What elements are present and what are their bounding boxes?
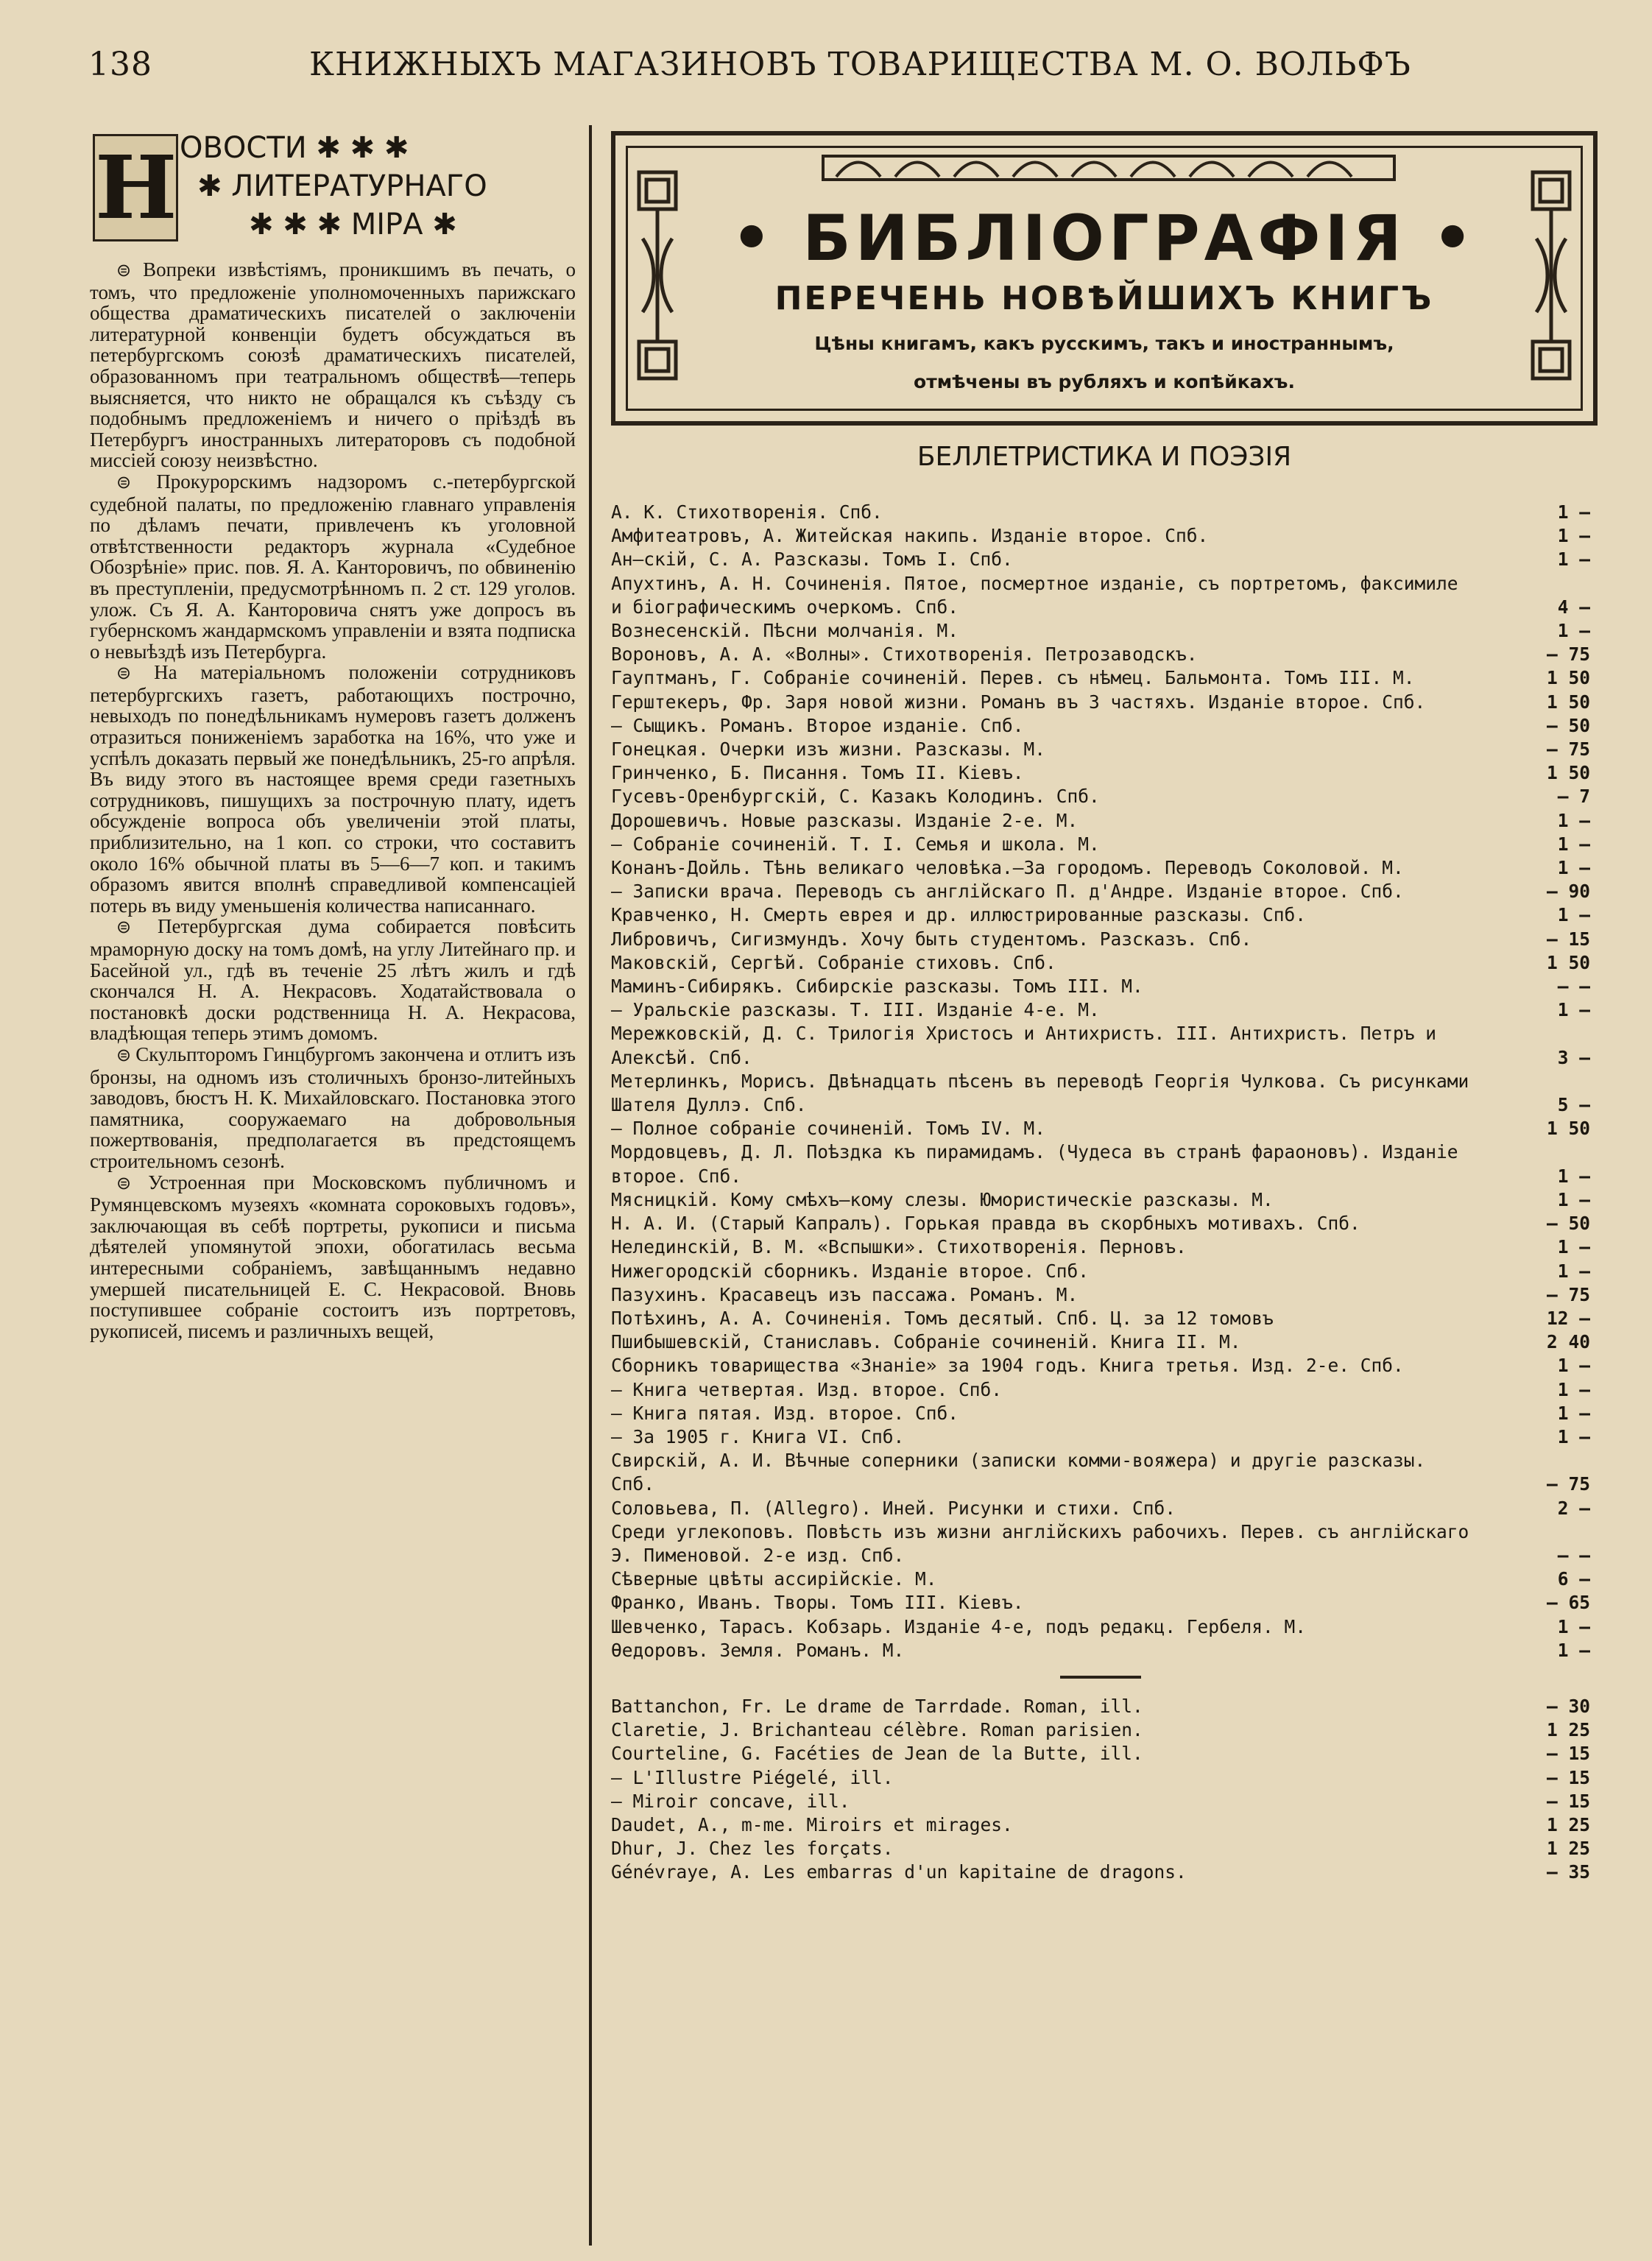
book-entry: [611, 548, 1590, 571]
book-entry-price: 1 50: [1546, 691, 1590, 713]
book-entry: [611, 666, 1590, 690]
book-entry-text: Н. А. И. (Старый Капралъ). Горькая правда въ скорбныхъ мотивахъ. Спб.: [611, 1213, 1360, 1235]
book-entry-price: — 15: [1546, 1766, 1590, 1788]
book-entry-text: Конанъ-Дойль. Тѣнь великаго человѣка.—За городомъ. Переводъ Соколовой. М.: [611, 857, 1404, 879]
page-number: 138: [88, 46, 152, 83]
banner-note-line1: Цѣны книгамъ, какъ русскимъ, такъ и иностраннымъ,: [814, 333, 1394, 354]
book-entry-price: 1 —: [1557, 1236, 1590, 1258]
book-entry-text: Маковскій, Сергѣй. Собраніе стиховъ. Спб.: [611, 951, 1056, 973]
paragraph-mark-icon: ⊜: [116, 261, 144, 281]
book-entry: [611, 998, 1590, 1022]
book-entry-price: 1 25: [1546, 1813, 1590, 1835]
book-entry-text: Либровичъ, Сигизмундъ. Хочу быть студентомъ. Разсказъ. Спб.: [611, 928, 1252, 950]
book-entry-price: 1 25: [1546, 1719, 1590, 1741]
book-entry: [611, 1140, 1590, 1188]
book-entry-price: 1 —: [1557, 1378, 1590, 1400]
book-entry: [611, 903, 1590, 927]
book-entry-price: 1 —: [1557, 1260, 1590, 1282]
book-entry: [611, 501, 1590, 524]
book-entry-price: — 30: [1546, 1695, 1590, 1717]
banner-note-line2: отмѣчены въ рубляхъ и копѣйкахъ.: [914, 371, 1295, 392]
book-entry-text: — Уральскіе разсказы. Т. III. Изданіе 4-е. М.: [611, 999, 1100, 1021]
book-entry: [611, 856, 1590, 880]
book-entry: [611, 1070, 1590, 1117]
book-entry: [611, 1402, 1590, 1425]
book-entry-price: — 75: [1546, 643, 1590, 666]
book-entry: [611, 524, 1590, 548]
book-entry-text: Маминъ-Сибирякъ. Сибирскіе разсказы. Томъ III. М.: [611, 976, 1143, 998]
book-entry: [611, 714, 1590, 738]
section-divider: [1060, 1676, 1141, 1679]
decorative-initial: Н: [93, 134, 178, 241]
banner-subtitle: ПЕРЕЧЕНЬ НОВѢЙШИХЪ КНИГЪ: [774, 280, 1434, 317]
column-rule: [589, 125, 592, 2246]
book-entry-text: — Книга четвертая. Изд. второе. Спб.: [611, 1378, 1003, 1400]
book-entry-text: Сѣверные цвѣты ассирійскіе. М.: [611, 1568, 937, 1590]
book-entry: [611, 738, 1590, 761]
book-entry-price: — 75: [1546, 1283, 1590, 1305]
book-entry-text: Потѣхинъ, А. А. Сочиненія. Томъ десятый. Спб. Ц. за 12 томовъ: [611, 1307, 1274, 1329]
book-entry-price: — 7: [1557, 786, 1590, 808]
book-entry-text: Соловьева, П. (Allegro). Иней. Рисунки и стихи. Спб.: [611, 1497, 1176, 1519]
book-entry-price: 1 —: [1557, 501, 1590, 523]
book-entry-price: 1 —: [1557, 1639, 1590, 1661]
book-entry-price: — 65: [1546, 1592, 1590, 1614]
news-paragraph: ⊜ Устроенная при Московскомъ публичномъ и Румянцевскомъ музеяхъ «комната сороковыхъ годовъ», заключающая въ себѣ портреты, рукописи и письма дѣятелей упомянутой эпохи, обогатилась весьма интересными собраніемъ, завѣщаннымъ недавно умершей писательницей Е. С. Некрасовой. Вновь поступившее собраніе состоитъ изъ портретовъ, рукописей, писемъ и различныхъ вещей,: [90, 1171, 576, 1342]
book-entry-text: — За 1905 г. Книга VI. Спб.: [611, 1425, 905, 1447]
book-entry-price: 1 50: [1546, 762, 1590, 784]
book-entry-text: Сборникъ товарищества «Знаніе» за 1904 годъ. Книга третья. Изд. 2-е. Спб.: [611, 1355, 1404, 1377]
book-entry-text: Daudet, A., m-me. Miroirs et mirages.: [611, 1813, 1013, 1835]
book-entry-text: Амфитеатровъ, А. Житейская накипь. Изданіе второе. Спб.: [611, 525, 1209, 547]
book-entry: [611, 1235, 1590, 1259]
book-entry-text: А. К. Стихотворенія. Спб.: [611, 501, 883, 523]
news-column: [90, 259, 576, 1341]
book-entry: [611, 1639, 1590, 1662]
book-entry-text: — Miroir concave, ill.: [611, 1790, 850, 1812]
book-entry-text: Метерлинкъ, Морисъ. Двѣнадцать пѣсенъ въ переводѣ Георгія Чулкова. Съ рисунками Шателя Дуллэ. Спб.: [611, 1070, 1469, 1116]
book-entry-price: — 90: [1546, 881, 1590, 903]
book-entry-price: 1 —: [1557, 549, 1590, 571]
book-entry-text: Гринченко, Б. Писання. Томъ II. Кіевъ.: [611, 762, 1024, 784]
book-entry-text: Courteline, G. Facéties de Jean de la Butte, ill.: [611, 1743, 1143, 1765]
book-entry-price: 1 —: [1557, 1355, 1590, 1377]
book-entry-price: — —: [1557, 976, 1590, 998]
book-entry: [611, 785, 1590, 808]
paragraph-mark-icon: ⊜: [116, 1174, 149, 1193]
news-paragraph: ⊜ Скульпторомъ Гинцбургомъ закончена и отлитъ изъ бронзы, на одномъ изъ столичныхъ бронзо-литейныхъ заводовъ, бюстъ Н. К. Михайловскаго. Постановка этого памятника, сооружаемаго на добровольныя пожертвованія, предполагается въ предстоящемъ строительномъ сезонѣ.: [90, 1043, 576, 1172]
book-entry-price: 3 —: [1557, 1046, 1590, 1068]
book-entry-price: 1 50: [1546, 667, 1590, 689]
book-entry-text: Пазухинъ. Красавецъ изъ пассажа. Романъ. М.: [611, 1283, 1079, 1305]
book-entry-price: 1 —: [1557, 904, 1590, 926]
book-entry-text: Battanchon, Fr. Le drame de Tarrdade. Roman, ill.: [611, 1695, 1143, 1717]
book-entry: [611, 1718, 1590, 1742]
book-entry: [611, 1766, 1590, 1790]
book-entry-price: 1 —: [1557, 833, 1590, 855]
book-entry: [611, 572, 1590, 619]
banner-title: • БИБЛІОГРАФІЯ •: [731, 202, 1478, 275]
book-entry-price: 1 —: [1557, 857, 1590, 879]
book-entry: [611, 691, 1590, 714]
paragraph-mark-icon: ⊜: [116, 664, 155, 684]
running-title: КНИЖНЫХЪ МАГАЗИНОВЪ ТОВАРИЩЕСТВА М. О. ВОЛЬФЪ: [309, 46, 1411, 83]
book-entry-text: Вороновъ, А. А. «Волны». Стихотворенія. Петрозаводскъ.: [611, 643, 1198, 666]
book-entry-price: 1 —: [1557, 1188, 1590, 1210]
book-entry-price: — 50: [1546, 1213, 1590, 1235]
book-entry: [611, 1742, 1590, 1766]
book-entry-text: — Сыщикъ. Романъ. Второе изданіе. Спб.: [611, 714, 1024, 736]
book-entry-text: — Собраніе сочиненій. Т. I. Семья и школа. М.: [611, 833, 1100, 855]
book-entry-price: 1 25: [1546, 1838, 1590, 1860]
book-entry-price: 1 50: [1546, 1118, 1590, 1140]
book-entry-price: — 50: [1546, 714, 1590, 736]
section-title: БЕЛЛЕТРИСТИКА И ПОЭЗІЯ: [917, 442, 1292, 472]
book-entry: [611, 1307, 1590, 1330]
book-entry-text: Герштекеръ, Фр. Заря новой жизни. Романъ въ 3 частяхъ. Изданіе второе. Спб.: [611, 691, 1426, 713]
book-entry: [611, 1283, 1590, 1307]
book-entry-text: Гусевъ-Оренбургскій, С. Казакъ Колодинъ. Спб.: [611, 786, 1100, 808]
book-entry-text: — L'Illustre Piégelé, ill.: [611, 1766, 894, 1788]
book-entry: [611, 761, 1590, 785]
book-entry: [611, 1790, 1590, 1813]
book-entry-text: Гонецкая. Очерки изъ жизни. Разсказы. М.: [611, 738, 1046, 761]
bibliography-banner: [611, 131, 1598, 426]
book-entry-price: — 75: [1546, 738, 1590, 761]
book-entry-price: 1 —: [1557, 1425, 1590, 1447]
book-entry-text: Вознесенскій. Пѣсни молчанія. М.: [611, 620, 959, 642]
book-entry-text: — Полное собраніе сочиненій. Томъ IV. М.: [611, 1118, 1046, 1140]
book-entry-text: Пшибышевскій, Станиславъ. Собраніе сочиненій. Книга II. М.: [611, 1331, 1241, 1353]
book-entry: [611, 1425, 1590, 1449]
book-entry-text: Dhur, J. Chez les forçats.: [611, 1838, 894, 1860]
paragraph-mark-icon: ⊜: [116, 473, 157, 493]
book-entry: [611, 880, 1590, 903]
book-entry-price: 1 —: [1557, 620, 1590, 642]
book-entry-price: 1 —: [1557, 1615, 1590, 1637]
book-entry-text: Ан—скій, С. А. Разсказы. Томъ I. Спб.: [611, 549, 1013, 571]
book-entry-text: Нижегородскій сборникъ. Изданіе второе. Спб.: [611, 1260, 1090, 1282]
book-entry: [611, 643, 1590, 666]
news-paragraph: ⊜ Вопреки извѣстіямъ, проникшимъ въ печать, о томъ, что предложеніе уполномоченныхъ парижскаго общества драматическихъ писателей о заключеніи литературной конвенціи будетъ обсуждаться въ петербургскомъ союзѣ драматическихъ писателей, образованномъ при театральномъ обществѣ—теперь выясняется, что никто не обращался къ съѣзду съ подобнымъ предложеніемъ и ничего о пріѣздѣ въ Петербургъ иностранныхъ литераторовъ съ подобной миссіей союзу неизвѣстно.: [90, 258, 576, 472]
book-entry: [611, 975, 1590, 998]
book-entry: [611, 928, 1590, 951]
ornament-top-icon: [822, 155, 1396, 181]
paragraph-mark-icon: ⊜: [116, 1045, 136, 1065]
book-entry-text: — Книга пятая. Изд. второе. Спб.: [611, 1402, 959, 1424]
news-heading-line1: ОВОСТИ ✱ ✱ ✱: [180, 131, 409, 165]
book-entry-price: — 15: [1546, 928, 1590, 950]
book-entry-price: 1 —: [1557, 809, 1590, 831]
book-entry: [611, 1520, 1590, 1567]
book-entry-text: Ѳедоровъ. Земля. Романъ. М.: [611, 1639, 905, 1661]
news-heading: [87, 131, 573, 249]
paragraph-mark-icon: ⊜: [116, 918, 158, 938]
book-entry-price: 12 —: [1546, 1307, 1590, 1329]
book-entry-price: 1 —: [1557, 1165, 1590, 1187]
book-entry: [611, 1022, 1590, 1069]
book-entry-price: — 75: [1546, 1473, 1590, 1495]
book-entry-price: 1 50: [1546, 951, 1590, 973]
book-list: [611, 501, 1590, 1885]
book-entry-text: Кравченко, Н. Смерть еврея и др. иллюстрированные разсказы. Спб.: [611, 904, 1307, 926]
book-entry-price: 6 —: [1557, 1568, 1590, 1590]
book-entry-text: Claretie, J. Brichanteau célèbre. Roman parisien.: [611, 1719, 1143, 1741]
book-entry-text: Гауптманъ, Г. Собраніе сочиненій. Перев. съ нѣмец. Бальмонта. Томъ III. М.: [611, 667, 1415, 689]
book-entry-price: 4 —: [1557, 596, 1590, 618]
book-entry-text: Апухтинъ, А. Н. Сочиненія. Пятое, посмертное изданіе, съ портретомъ, факсимиле и біографическимъ очеркомъ. Спб.: [611, 572, 1458, 618]
book-entry-text: Франко, Иванъ. Творы. Томъ III. Кіевъ.: [611, 1592, 1024, 1614]
book-entry: [611, 1378, 1590, 1402]
book-entry-text: Среди углекоповъ. Повѣсть изъ жизни англійскихъ рабочихъ. Перев. съ англійскаго Э. Пименовой. 2-е изд. Спб.: [611, 1520, 1469, 1566]
book-entry: [611, 1330, 1590, 1354]
news-heading-line2: ✱ ЛИТЕРАТУРНАГО: [197, 169, 487, 203]
book-entry: [611, 1615, 1590, 1639]
news-paragraph: ⊜ Петербургская дума собирается повѣсить мраморную доску на томъ домѣ, на углу Литейнаго пр. и Басейной ул., гдѣ въ теченіе 25 лѣтъ жилъ и гдѣ скончался Н. А. Некрасовъ. Ходатайствовала о постановкѣ доски родственница Н. А. Некрасова, владѣющая теперь этимъ домомъ.: [90, 915, 576, 1045]
book-entry-price: 1 —: [1557, 1402, 1590, 1424]
book-entry: [611, 619, 1590, 643]
book-entry-price: 5 —: [1557, 1094, 1590, 1116]
book-entry: [611, 1860, 1590, 1884]
book-entry-text: Шевченко, Тарасъ. Кобзарь. Изданіе 4-е, подъ редакц. Гербеля. М.: [611, 1615, 1307, 1637]
book-entry: [611, 1449, 1590, 1496]
book-entry: [611, 809, 1590, 833]
book-entry: [611, 1354, 1590, 1378]
news-paragraph: ⊜ Прокурорскимъ надзоромъ с.-петербургской судебной палаты, по предложенію главнаго управленія по дѣламъ печати, привлеченъ къ уголовной отвѣтственности редакторъ журнала «Судебное Обозрѣніе» прис. пов. Я. А. Канторовичъ, по обвиненію въ преступленіи, предусмотрѣнномъ п. 2 ст. 129 уголов. улож. Съ Я. А. Канторовича снятъ уже допросъ въ губернскомъ жандармскомъ управленіи и взята подписка о невыѣздѣ изъ Петербурга.: [90, 470, 576, 663]
book-entry-price: 1 —: [1557, 999, 1590, 1021]
book-entry-price: 2 —: [1557, 1497, 1590, 1519]
book-entry: [611, 1567, 1590, 1591]
book-entry: [611, 833, 1590, 856]
book-entry: [611, 1260, 1590, 1283]
book-entry-text: Мясницкій. Кому смѣхъ—кому слезы. Юмористическіе разсказы. М.: [611, 1188, 1274, 1210]
book-entry-price: 2 40: [1546, 1331, 1590, 1353]
book-entry: [611, 1813, 1590, 1837]
book-entry: [611, 1591, 1590, 1615]
book-entry-price: — —: [1557, 1544, 1590, 1566]
book-entry: [611, 1837, 1590, 1860]
book-entry-price: 1 —: [1557, 525, 1590, 547]
book-entry-text: Дорошевичъ. Новые разсказы. Изданіе 2-е. М.: [611, 809, 1079, 831]
book-entry-text: Мережковскій, Д. С. Трилогія Христосъ и Антихристъ. III. Антихристъ. Петръ и Алексѣй. Спб.: [611, 1023, 1437, 1068]
news-paragraph: ⊜ На матеріальномъ положеніи сотрудниковъ петербургскихъ газетъ, работающихъ построчно, невыходъ по понедѣльникамъ нумеровъ газетъ долженъ отразиться пониженіемъ заработка на 16%, что уже и успѣлъ доказать первый же понедѣльникъ, 25-го апрѣля. Въ виду этого въ настоящее время среди газетныхъ сотрудниковъ, пишущихъ за построчную плату, идетъ обсужденіе вопроса объ увеличеніи этой платы, приблизительно, на 1 коп. со строки, что составитъ около 16% обычной платы въ 5—6—7 коп. и такимъ образомъ явится вполнѣ справедливой компенсаціей потерь въ виду уменьшенія количества написаннаго.: [90, 661, 576, 917]
book-entry-text: Мордовцевъ, Д. Л. Поѣздка къ пирамидамъ. (Чудеса въ странѣ фараоновъ). Изданіе второе. Спб.: [611, 1141, 1458, 1187]
book-entry: [611, 1188, 1590, 1212]
book-entry: [611, 951, 1590, 975]
book-entry-text: Нелединскій, В. М. «Вспышки». Стихотворенія. Перновъ.: [611, 1236, 1187, 1258]
book-entry: [611, 1117, 1590, 1140]
book-entry: [611, 1695, 1590, 1718]
book-entry-text: — Записки врача. Переводъ съ англійскаго П. д'Андре. Изданіе второе. Спб.: [611, 881, 1404, 903]
news-heading-line3: ✱ ✱ ✱ МIРА ✱: [249, 208, 457, 241]
book-entry: [611, 1497, 1590, 1520]
book-entry: [611, 1212, 1590, 1235]
book-entry-price: — 15: [1546, 1790, 1590, 1812]
book-entry-price: — 15: [1546, 1743, 1590, 1765]
book-entry-price: — 35: [1546, 1861, 1590, 1883]
book-entry-text: Génévraye, A. Les embarras d'un kapitaine de dragons.: [611, 1861, 1187, 1883]
book-entry-text: Свирскій, А. И. Вѣчные соперники (записки комми-вояжера) и другіе разсказы. Спб.: [611, 1450, 1426, 1495]
